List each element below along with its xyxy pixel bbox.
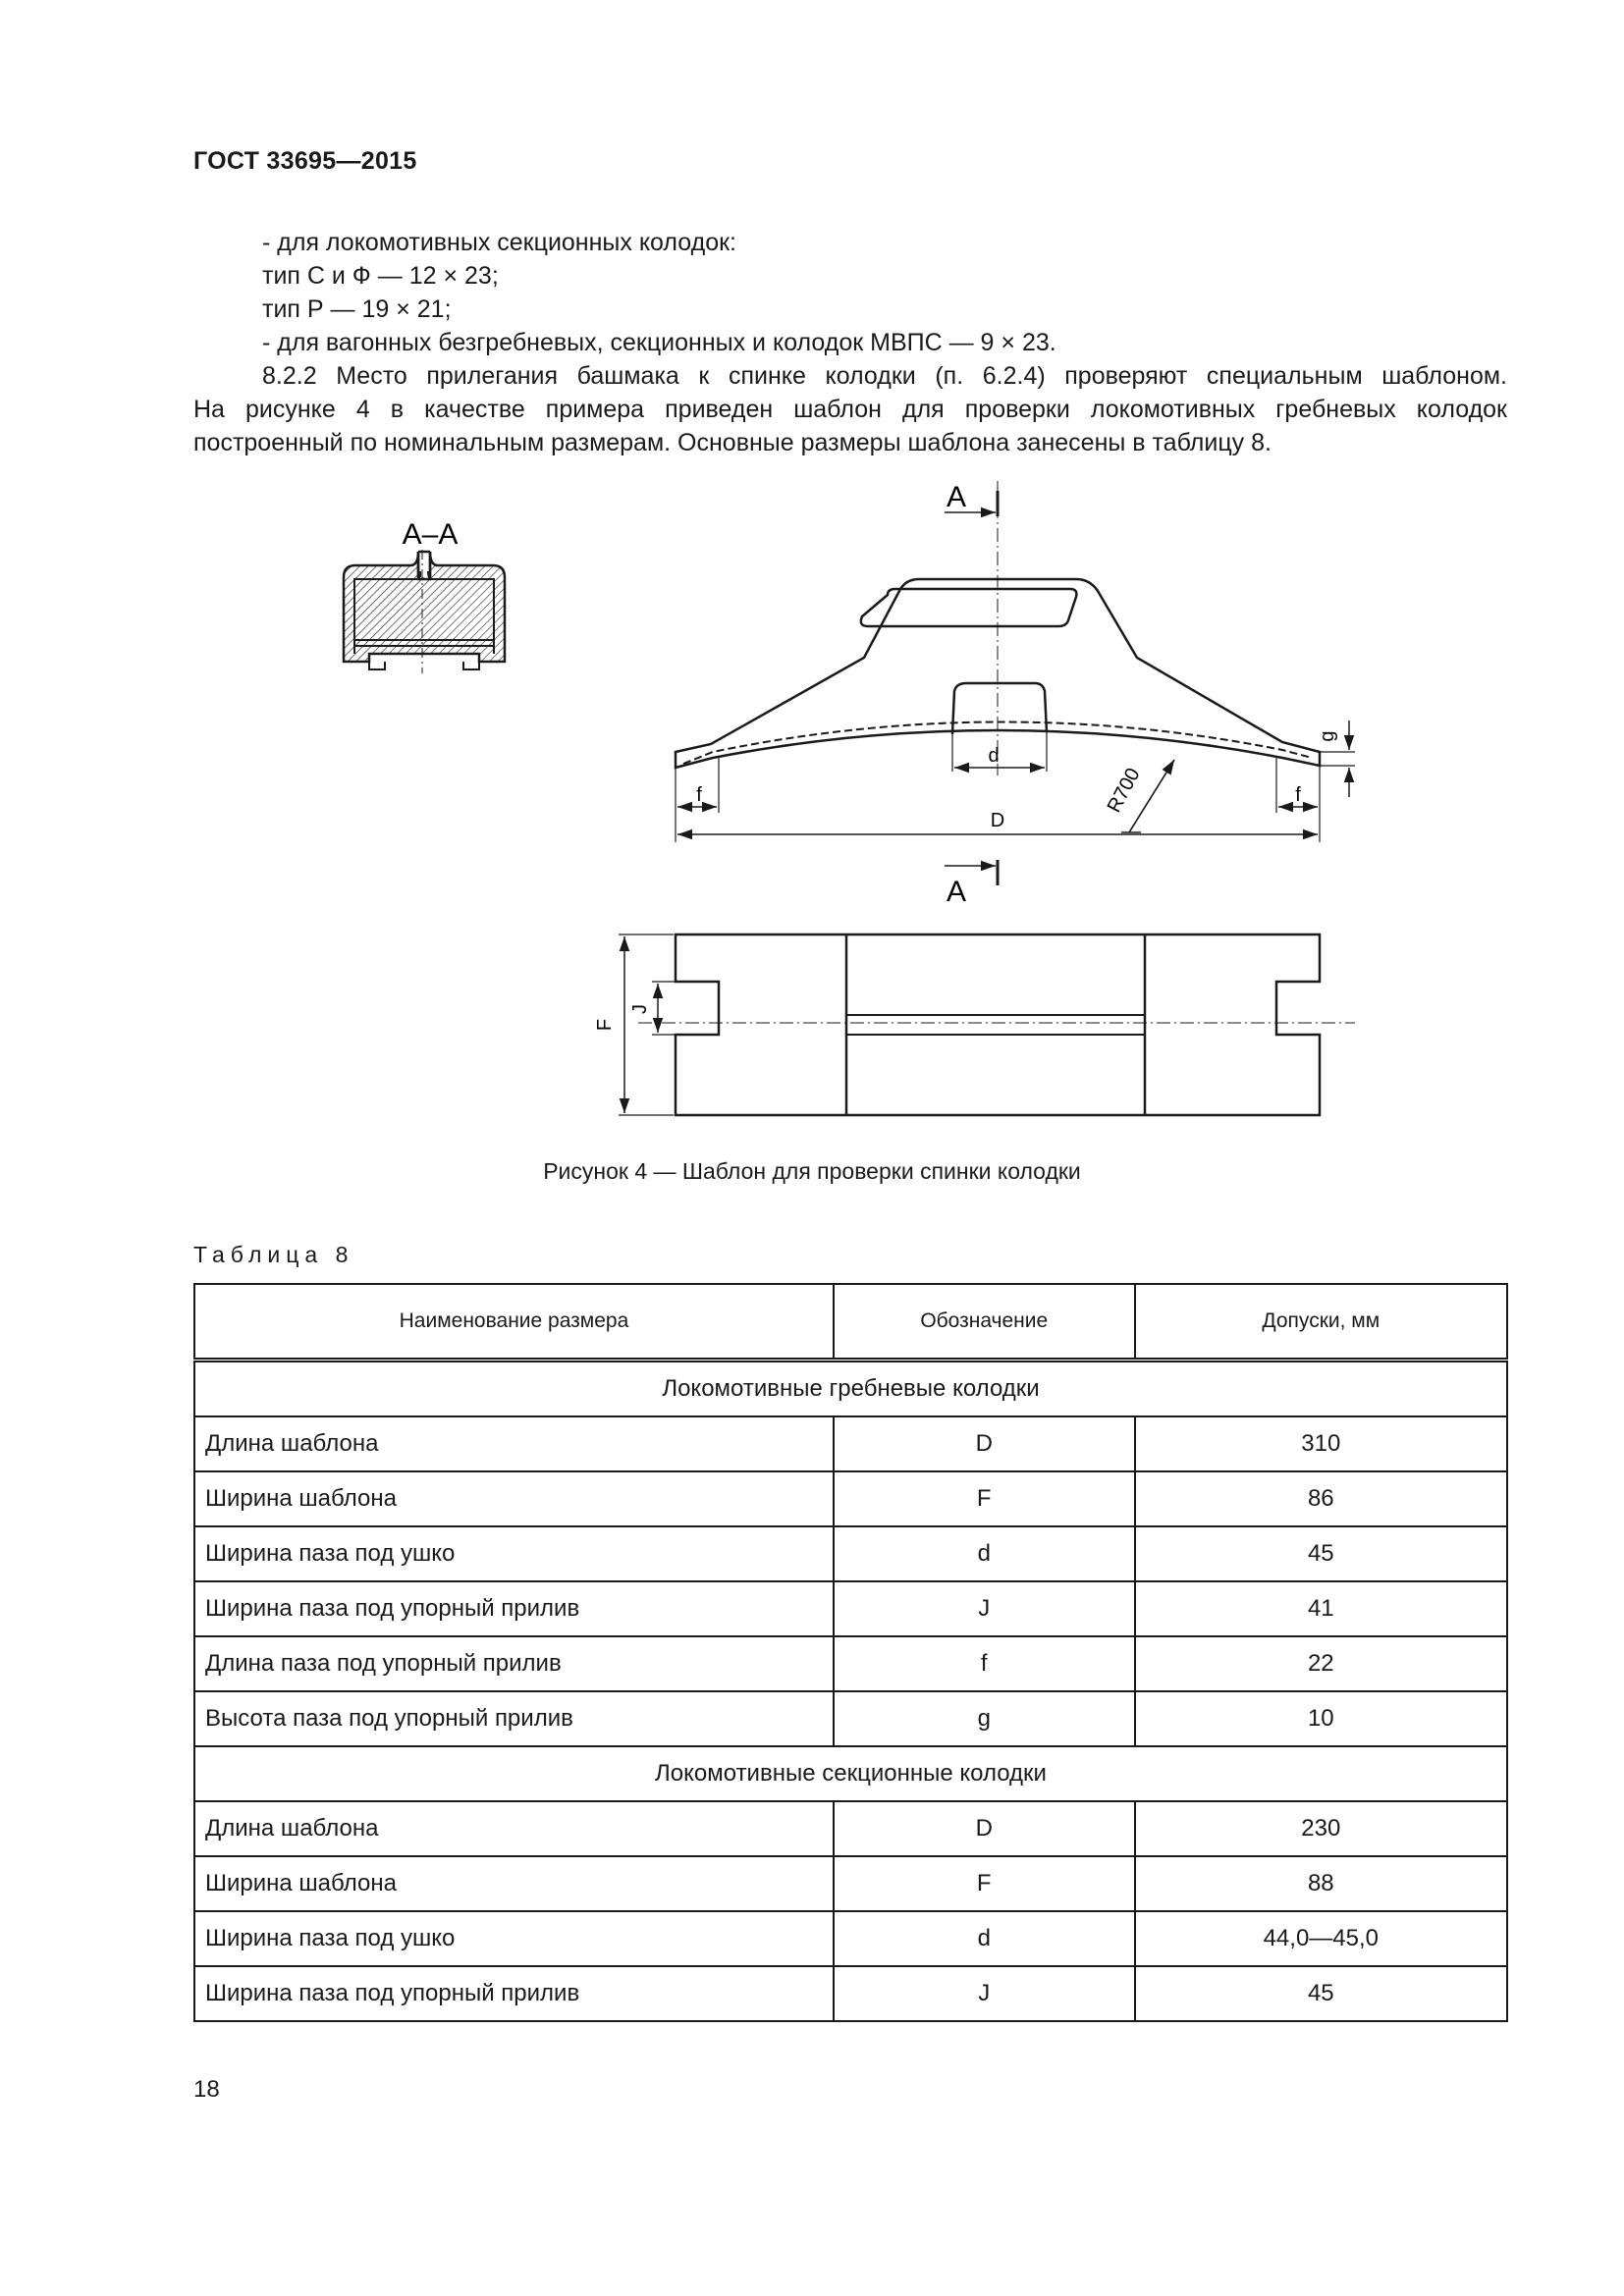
cell-name: Длина шаблона (194, 1801, 834, 1856)
cut-mark-bottom: А (946, 876, 967, 908)
table-row (194, 1581, 1507, 1636)
cell-value: 86 (1135, 1471, 1507, 1526)
cell-designation: d (834, 1526, 1135, 1581)
dim-R-label: R700 (1103, 764, 1145, 817)
cell-value: 45 (1135, 1526, 1507, 1581)
cell-name: Ширина шаблона (194, 1471, 834, 1526)
table-label: Таблица 8 (193, 1242, 354, 1267)
table-row (194, 1691, 1507, 1746)
cell-name: Длина шаблона (194, 1416, 834, 1471)
cell-value: 41 (1135, 1581, 1507, 1636)
cell-name: Ширина паза под ушко (194, 1526, 834, 1581)
group-title: Локомотивные секционные колодки (194, 1746, 1507, 1801)
paragraph-8-2-2-line1: 8.2.2 Место прилегания башмака к спинке колодки (п. 6.2.4) проверяют специальным шаблоном. (262, 362, 1507, 390)
dim-f-left-label: f (696, 784, 702, 806)
paragraph-type-r: тип Р — 19 × 21; (262, 295, 452, 323)
table-row (194, 1966, 1507, 2021)
paragraph-locomotive-sectional: - для локомотивных секционных колодок: (262, 229, 737, 256)
dim-g-label: g (1317, 730, 1338, 742)
cell-designation: d (834, 1911, 1135, 1966)
cell-designation: J (834, 1966, 1135, 2021)
cell-value: 10 (1135, 1691, 1507, 1746)
dim-D-label: D (990, 810, 1005, 831)
cell-designation: D (834, 1801, 1135, 1856)
document-header: ГОСТ 33695—2015 (193, 147, 417, 175)
cell-designation: g (834, 1691, 1135, 1746)
cell-value: 45 (1135, 1966, 1507, 2021)
cell-value: 310 (1135, 1416, 1507, 1471)
paragraph-type-s-f: тип С и Ф — 12 × 23; (262, 262, 499, 290)
header-tolerance: Допуски, мм (1135, 1284, 1507, 1361)
cell-name: Ширина шаблона (194, 1856, 834, 1911)
cell-designation: f (834, 1636, 1135, 1691)
cell-value: 230 (1135, 1801, 1507, 1856)
group-title: Локомотивные гребневые колодки (194, 1361, 1507, 1417)
figure-template-drawing (295, 481, 1355, 1129)
section-title: А–А (402, 518, 459, 551)
table-group-row (194, 1361, 1507, 1417)
section-view (344, 481, 505, 673)
cell-name: Высота паза под упорный прилив (194, 1691, 834, 1746)
paragraph-wagon: - для вагонных безгребневых, секционных и колодок МВПС — 9 × 23. (262, 329, 1056, 356)
paragraph-8-2-2-line2: На рисунке 4 в качестве примера приведен шаблон для проверки локомотивных гребневых колодок (193, 396, 1507, 423)
cell-designation: J (834, 1581, 1135, 1636)
table-row (194, 1526, 1507, 1581)
table-row (194, 1856, 1507, 1911)
cell-value: 22 (1135, 1636, 1507, 1691)
dim-d-label: d (988, 745, 1000, 767)
table-row (194, 1471, 1507, 1526)
page-number: 18 (193, 2076, 220, 2103)
cell-designation: F (834, 1471, 1135, 1526)
table-row (194, 1636, 1507, 1691)
paragraph-8-2-2-line3: построенный по номинальным размерам. Основные размеры шаблона занесены в таблицу 8. (193, 429, 1272, 456)
cell-designation: F (834, 1856, 1135, 1911)
cell-name: Ширина паза под упорный прилив (194, 1581, 834, 1636)
cell-value: 88 (1135, 1856, 1507, 1911)
cell-name: Ширина паза под ушко (194, 1911, 834, 1966)
dim-J-label: J (629, 1004, 651, 1014)
cell-name: Длина паза под упорный прилив (194, 1636, 834, 1691)
plan-view (594, 934, 1355, 1115)
figure-caption: Рисунок 4 — Шаблон для проверки спинки колодки (543, 1158, 1081, 1184)
cut-mark-top: А (946, 481, 967, 513)
table-header-row (194, 1284, 1507, 1361)
table-row (194, 1911, 1507, 1966)
cell-designation: D (834, 1416, 1135, 1471)
cell-name: Ширина паза под упорный прилив (194, 1966, 834, 2021)
table-row (194, 1801, 1507, 1856)
body-text (193, 226, 1507, 459)
side-view (676, 481, 1355, 908)
cell-value: 44,0—45,0 (1135, 1911, 1507, 1966)
table-row (194, 1416, 1507, 1471)
dim-F-label: F (594, 1018, 616, 1032)
table-group-row (194, 1746, 1507, 1801)
dimensions-table (193, 1283, 1508, 2022)
dim-f-right-label: f (1295, 784, 1301, 806)
header-name: Наименование размера (194, 1284, 834, 1361)
header-designation: Обозначение (834, 1284, 1135, 1361)
